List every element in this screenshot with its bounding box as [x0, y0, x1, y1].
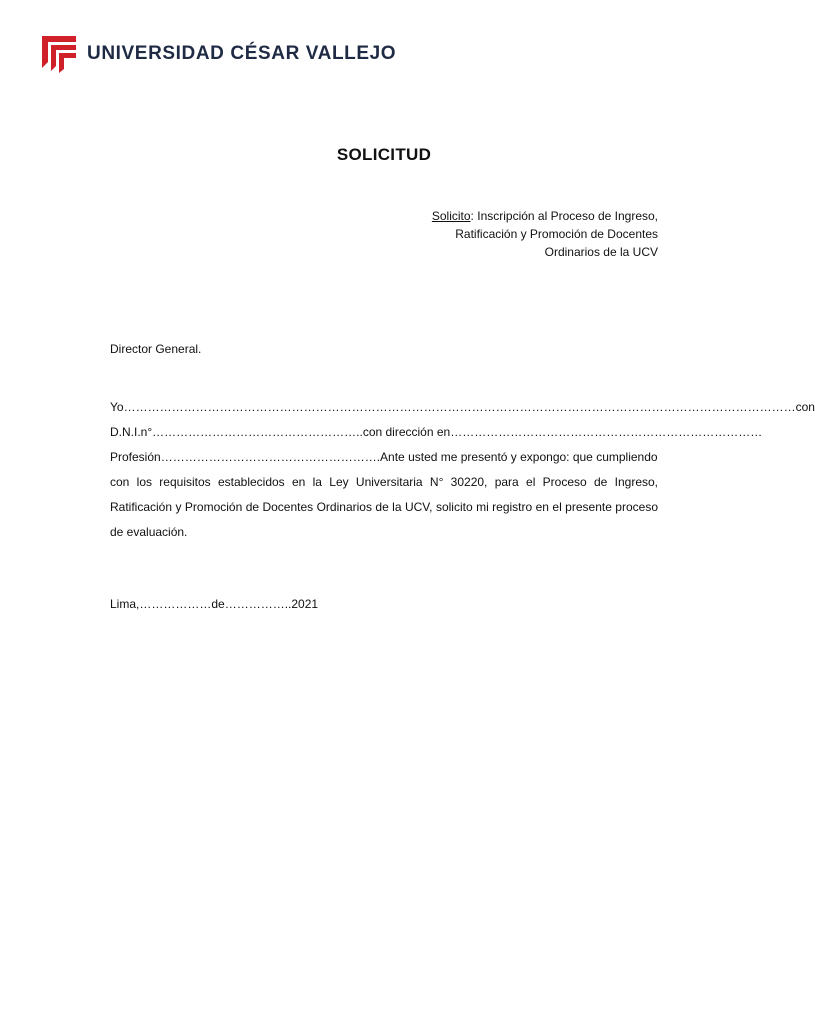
body-paragraph-rest: con los requisitos establecidos en la Ley Universitaria N° 30220, para el Proceso de Ingreso, Ratificación y Promoción de Docentes Ordinarios de la UCV, solicito mi registro en el presente proceso de evaluación.: [110, 475, 658, 539]
subject-line-1: [358, 207, 658, 225]
subject-key: Solicito: [431, 209, 471, 223]
subject-text-1: Inscripción al Proceso de Ingreso,: [477, 209, 658, 223]
addressee: Director General.: [110, 342, 202, 356]
subject-colon: :: [470, 209, 474, 223]
body-line1-end: con: [795, 400, 815, 414]
body-line2-dots1: ……………………………………………..: [152, 425, 363, 439]
ucv-shield-icon: [40, 32, 78, 74]
institution-name: UNIVERSIDAD CÉSAR VALLEJO: [87, 42, 397, 64]
body-line3-dots: ……………………………………………….: [160, 450, 381, 464]
body-line1-dots: ……………………………………………………………………………………………………………………………………………………: [123, 400, 796, 414]
body-line2-start: D.N.I.n°: [110, 425, 153, 439]
body-line3-end: Ante usted me presentó y expongo: que cumpliendo: [380, 450, 658, 464]
institution-header: [40, 32, 396, 74]
document-title: SOLICITUD: [336, 145, 432, 164]
subject-block: [358, 207, 658, 261]
closing-date: Lima,………………de……………..2021: [110, 597, 319, 611]
request-body: [110, 395, 815, 545]
body-line-profession: [110, 445, 658, 470]
body-line3-start: Profesión: [110, 450, 161, 464]
body-line2-mid: con dirección en: [362, 425, 451, 439]
subject-line-2: Ratificación y Promoción de Docentes: [455, 227, 658, 241]
body-line1-start: Yo: [110, 400, 124, 414]
subject-line-3: Ordinarios de la UCV: [544, 245, 658, 259]
body-line-name: [110, 395, 815, 420]
body-line-dni: [110, 420, 763, 445]
body-line2-dots2: ……………………………………………………………………: [450, 425, 763, 439]
